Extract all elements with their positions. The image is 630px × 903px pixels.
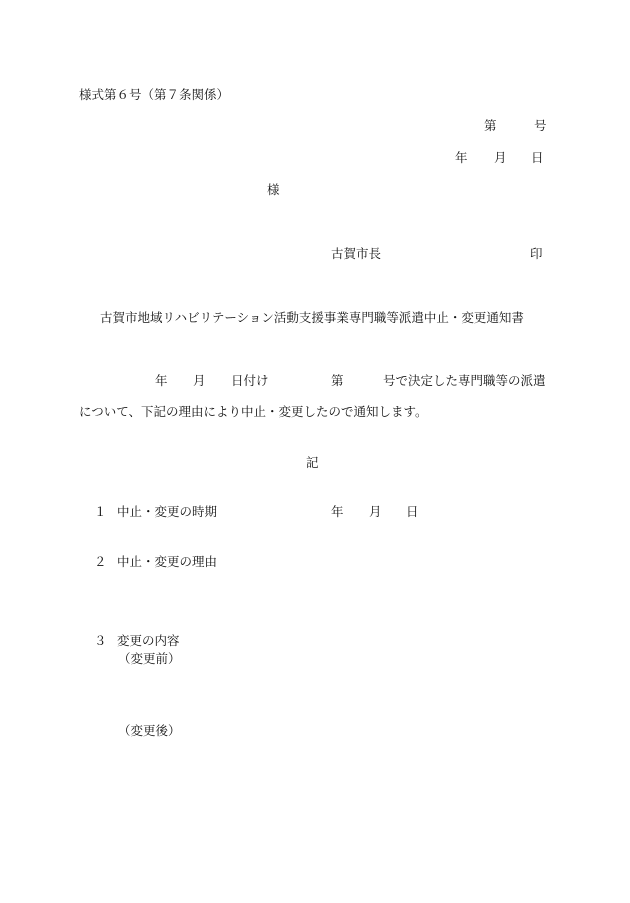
- document-number-prefix: 第: [484, 118, 497, 133]
- body-decision-number-prefix: 第: [331, 373, 344, 388]
- change-after-label: （変更後）: [118, 723, 181, 738]
- item-number: ２: [94, 554, 107, 569]
- body-line2-text: について、下記の理由により中止・変更したので通知します。: [79, 404, 428, 419]
- ki-heading: 記: [306, 455, 319, 470]
- document-number-suffix: 号: [534, 118, 547, 133]
- issue-date-day: 日: [531, 150, 544, 165]
- body-decision-day: 日付け: [231, 373, 269, 388]
- form-number: 様式第６号（第７条関係）: [79, 87, 230, 102]
- item-number: ３: [94, 633, 107, 648]
- issuer-seal: 印: [530, 246, 543, 261]
- body-line1-text: 号で決定した専門職等の派遣: [383, 373, 546, 388]
- item-timing-month: 月: [369, 504, 382, 519]
- issue-date-month: 月: [494, 150, 507, 165]
- item-label-change-content: 変更の内容: [117, 633, 180, 648]
- issue-date-year: 年: [455, 150, 468, 165]
- item-timing-year: 年: [331, 504, 344, 519]
- body-decision-year: 年: [155, 373, 168, 388]
- item-number: １: [94, 504, 107, 519]
- body-decision-month: 月: [193, 373, 206, 388]
- document-title: 古賀市地域リハビリテーション活動支援事業専門職等派遣中止・変更通知書: [100, 310, 524, 325]
- addressee-suffix: 様: [267, 182, 280, 197]
- change-before-label: （変更前）: [118, 651, 181, 666]
- item-label-timing: 中止・変更の時期: [117, 504, 218, 519]
- item-label-reason: 中止・変更の理由: [117, 554, 218, 569]
- issuer-name: 古賀市長: [331, 246, 382, 261]
- item-timing-day: 日: [406, 504, 419, 519]
